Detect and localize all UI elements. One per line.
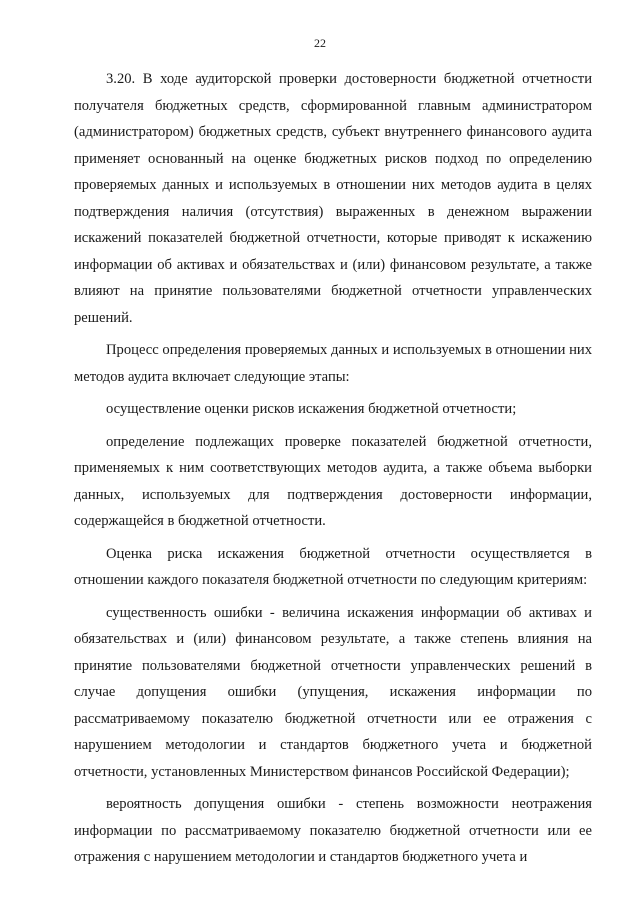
document-body xyxy=(74,66,592,877)
paragraph-process-intro: Процесс определения проверяемых данных и используемых в отношении них методов аудита включает следующие этапы: xyxy=(74,342,592,385)
paragraph-criterion-probability: вероятность допущения ошибки - степень возможности неотражения информации по рассматриваемому показателю бюджетной отчетности или ее отражения с нарушением методологии и стандартов бюджетного учета и xyxy=(74,796,592,865)
paragraph-stage-risk-assessment: осуществление оценки рисков искажения бюджетной отчетности; xyxy=(106,401,517,417)
page-number: 22 xyxy=(314,36,326,50)
paragraph-criterion-materiality: существенность ошибки - величина искажения информации об активах и обязательствах и (или) финансовом результате, а также степень влияния на принятие пользователями бюджетной отчетности управленческих решений в случае допущения ошибки (упущения, искажения информации по рассматриваемому показателю бюджетной отчетности или ее отражения с нарушением методологии и стандартов бюджетного учета и бюджетной отчетности, установленных Министерством финансов Российской Федерации); xyxy=(74,604,592,780)
paragraph-risk-criteria-intro: Оценка риска искажения бюджетной отчетности осуществляется в отношении каждого показателя бюджетной отчетности по следующим критериям: xyxy=(74,545,592,588)
paragraph-stage-indicators: определение подлежащих проверке показателей бюджетной отчетности, применяемых к ним соответствующих методов аудита, а также объема выборки данных, используемых для подтверждения достоверности информации, содержащейся в бюджетной отчетности. xyxy=(74,433,592,529)
paragraph-3-20: 3.20. В ходе аудиторской проверки достоверности бюджетной отчетности получателя бюджетных средств, сформированной главным администратором (администратором) бюджетных средств, субъект внутреннего финансового аудита применяет основанный на оценке бюджетных рисков подход по определению проверяемых данных и используемых в отношении них методов аудита в целях подтверждения наличия (отсутствия) выраженных в денежном выражении искажений показателей бюджетной отчетности, которые приводят к искажению информации об активах и обязательствах и (или) финансовом результате, а также влияют на принятие пользователями бюджетной отчетности управленческих решений. xyxy=(74,71,592,326)
